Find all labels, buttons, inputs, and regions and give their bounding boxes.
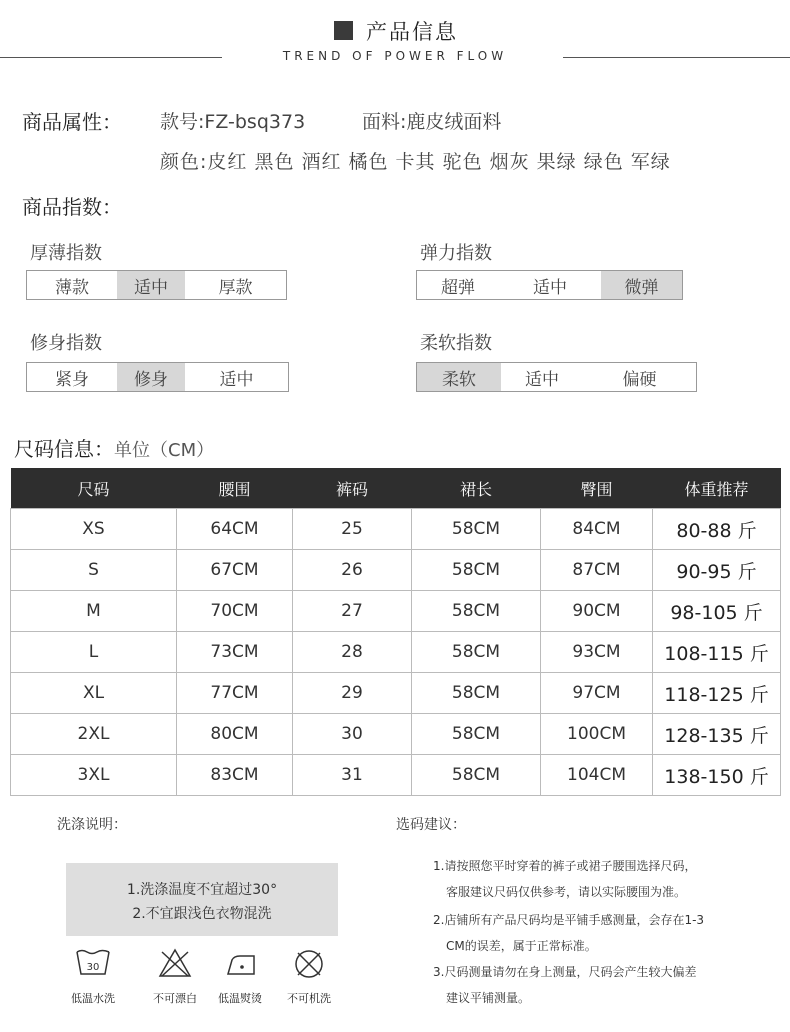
table-row xyxy=(11,714,781,755)
indices-label: 商品指数： xyxy=(22,195,122,219)
cell-weight: 80-88 斤 xyxy=(653,509,781,550)
elasticity-option-super: 超弹 xyxy=(441,277,475,298)
col-header-waist: 腰围 xyxy=(177,468,293,509)
cell-weight: 128-135 斤 xyxy=(653,714,781,755)
col-header-skirt-length: 裙长 xyxy=(412,468,541,509)
col-header-hip: 臀围 xyxy=(541,468,653,509)
section-title: 产品信息 xyxy=(366,20,458,44)
advice-line-5: 3.尺码测量请勿在身上测量，尺码会产生较大偏差 xyxy=(433,965,697,979)
cell-size: S xyxy=(11,550,177,591)
size-info-label: 尺码信息： xyxy=(14,437,114,461)
cell-weight: 98-105 斤 xyxy=(653,591,781,632)
no-machine-wash-icon xyxy=(293,948,325,980)
no-machine-wash-label: 不可机洗 xyxy=(287,992,331,1005)
thickness-index-title: 厚薄指数 xyxy=(30,243,102,264)
cell-skirt-length: 58CM xyxy=(412,755,541,796)
cell-size: M xyxy=(11,591,177,632)
advice-line-2: 客服建议尺码仅供参考，请以实际腰围为准。 xyxy=(446,885,687,899)
washing-box xyxy=(66,863,338,936)
cell-waist: 64CM xyxy=(177,509,293,550)
cell-waist: 77CM xyxy=(177,673,293,714)
washing-title: 洗涤说明： xyxy=(57,817,127,833)
softness-index-scale xyxy=(416,362,697,392)
softness-option-soft: 柔软 xyxy=(417,363,501,391)
cell-size: 3XL xyxy=(11,755,177,796)
table-row xyxy=(11,591,781,632)
softness-index-title: 柔软指数 xyxy=(420,333,492,354)
cell-weight: 108-115 斤 xyxy=(653,632,781,673)
fit-index-title: 修身指数 xyxy=(30,333,102,354)
size-unit: 单位（CM） xyxy=(114,440,215,461)
header-divider-right xyxy=(563,57,790,58)
elasticity-option-slight: 微弹 xyxy=(601,271,682,299)
cell-size: XL xyxy=(11,673,177,714)
cell-weight: 90-95 斤 xyxy=(653,550,781,591)
size-table xyxy=(10,468,781,796)
table-row xyxy=(11,550,781,591)
wash-temp-badge: 30 xyxy=(86,962,100,973)
cell-pant-size: 27 xyxy=(293,591,412,632)
table-row xyxy=(11,509,781,550)
table-row xyxy=(11,755,781,796)
cell-skirt-length: 58CM xyxy=(412,632,541,673)
elasticity-index-title: 弹力指数 xyxy=(420,243,492,264)
cell-skirt-length: 58CM xyxy=(412,714,541,755)
cell-pant-size: 31 xyxy=(293,755,412,796)
fit-index-scale xyxy=(26,362,289,392)
cell-hip: 87CM xyxy=(541,550,653,591)
softness-option-medium: 适中 xyxy=(525,369,559,390)
washing-line-2: 2.不宜跟浅色衣物混洗 xyxy=(132,906,272,922)
thickness-index-scale xyxy=(26,270,287,300)
advice-line-3: 2.店铺所有产品尺码均是平铺手感测量，会存在1-3 xyxy=(433,913,705,927)
advice-title: 选码建议： xyxy=(396,817,466,833)
col-header-weight: 体重推荐 xyxy=(653,468,781,509)
cell-skirt-length: 58CM xyxy=(412,509,541,550)
cell-waist: 80CM xyxy=(177,714,293,755)
size-table-header xyxy=(11,468,781,509)
cell-size: XS xyxy=(11,509,177,550)
cell-size: L xyxy=(11,632,177,673)
cell-hip: 90CM xyxy=(541,591,653,632)
cell-pant-size: 25 xyxy=(293,509,412,550)
table-row xyxy=(11,632,781,673)
cell-pant-size: 30 xyxy=(293,714,412,755)
cell-hip: 84CM xyxy=(541,509,653,550)
fit-option-regular: 适中 xyxy=(219,369,254,390)
cell-skirt-length: 58CM xyxy=(412,673,541,714)
cell-pant-size: 26 xyxy=(293,550,412,591)
fit-option-tight: 紧身 xyxy=(55,369,89,390)
cell-waist: 83CM xyxy=(177,755,293,796)
low-temp-iron-label: 低温熨烫 xyxy=(218,992,262,1005)
elasticity-option-medium: 适中 xyxy=(533,277,567,298)
low-temp-wash-icon xyxy=(75,948,111,978)
no-bleach-label: 不可漂白 xyxy=(153,992,197,1005)
model-number xyxy=(160,107,305,134)
cell-hip: 104CM xyxy=(541,755,653,796)
cell-skirt-length: 58CM xyxy=(412,550,541,591)
cell-skirt-length: 58CM xyxy=(412,591,541,632)
softness-option-hard: 偏硬 xyxy=(622,369,657,390)
advice-line-4: CM的误差，属于正常标准。 xyxy=(446,939,597,953)
col-header-pant-size: 裤码 xyxy=(293,468,412,509)
cell-waist: 70CM xyxy=(177,591,293,632)
cell-hip: 93CM xyxy=(541,632,653,673)
header-square-icon xyxy=(334,21,353,40)
col-header-size: 尺码 xyxy=(11,468,177,509)
advice-line-6: 建议平铺测量。 xyxy=(446,991,531,1005)
fit-option-slim: 修身 xyxy=(117,363,185,391)
cell-size: 2XL xyxy=(11,714,177,755)
cell-weight: 138-150 斤 xyxy=(653,755,781,796)
advice-line-1: 1.请按照您平时穿着的裤子或裙子腰围选择尺码， xyxy=(433,859,697,873)
table-row xyxy=(11,673,781,714)
cell-hip: 100CM xyxy=(541,714,653,755)
thickness-option-thin: 薄款 xyxy=(55,277,89,298)
washing-line-1: 1.洗涤温度不宜超过30° xyxy=(126,882,278,898)
cell-hip: 97CM xyxy=(541,673,653,714)
cell-pant-size: 29 xyxy=(293,673,412,714)
no-bleach-icon xyxy=(158,948,192,978)
cell-pant-size: 28 xyxy=(293,632,412,673)
elasticity-index-scale xyxy=(416,270,683,300)
model-number-text: 款号:FZ-bsq373 xyxy=(160,111,306,133)
cell-waist: 73CM xyxy=(177,632,293,673)
section-subtitle: TREND OF POWER FLOW xyxy=(282,49,508,63)
cell-weight: 118-125 斤 xyxy=(653,673,781,714)
cell-waist: 67CM xyxy=(177,550,293,591)
color-list: 颜色:皮红 黑色 酒红 橘色 卡其 驼色 烟灰 果绿 绿色 军绿 xyxy=(160,151,671,173)
low-temp-wash-label: 低温水洗 xyxy=(71,992,115,1005)
thickness-option-thick: 厚款 xyxy=(218,277,253,298)
header-divider-left xyxy=(0,57,222,58)
low-temp-iron-icon xyxy=(224,950,258,978)
fabric-info: 面料:鹿皮绒面料 xyxy=(362,111,502,133)
size-info-heading xyxy=(14,433,214,462)
thickness-option-medium: 适中 xyxy=(117,271,185,299)
attributes-label: 商品属性： xyxy=(22,110,122,134)
